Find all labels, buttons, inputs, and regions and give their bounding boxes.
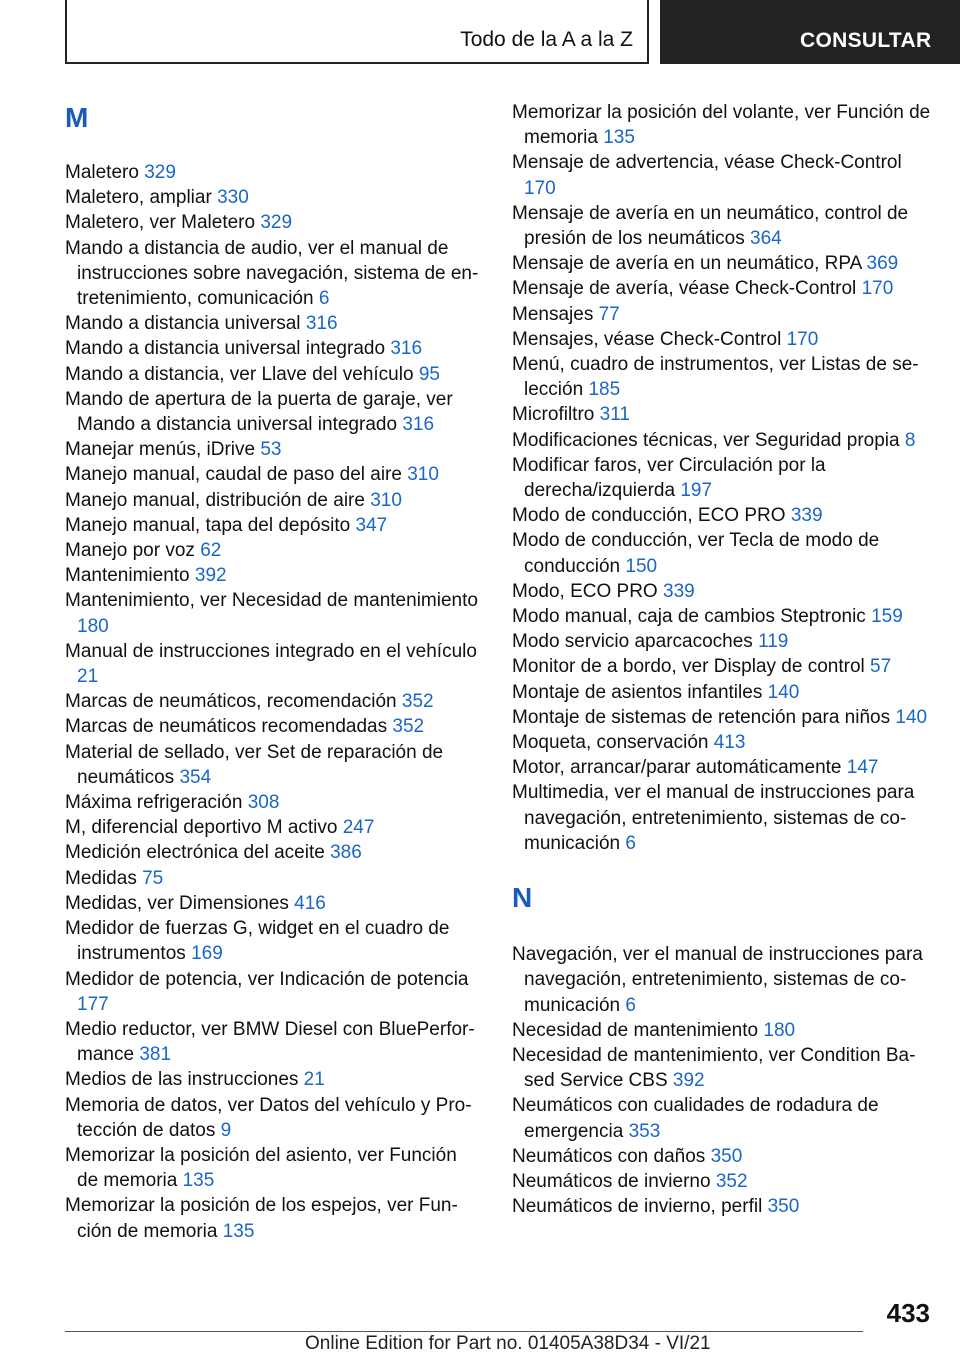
index-entry [65, 891, 480, 916]
index-entry [65, 236, 480, 312]
index-entry [65, 740, 480, 790]
index-entry [512, 755, 932, 780]
index-entry [65, 639, 480, 689]
index-page-link[interactable]: 170 [786, 328, 819, 350]
index-page-link[interactable]: 413 [713, 732, 746, 754]
index-page-link[interactable]: 75 [142, 867, 164, 889]
index-page-link[interactable]: 170 [861, 278, 894, 300]
index-page-link[interactable]: 169 [191, 943, 223, 965]
index-page-link[interactable]: 310 [370, 489, 402, 511]
index-entry [512, 302, 932, 327]
index-page-link[interactable]: 353 [628, 1120, 661, 1142]
index-page-link[interactable]: 8 [904, 429, 916, 451]
index-entry-text: Mando a distancia de audio, ver el manual de instrucciones sobre navegación, sistema de entretenimiento, comunicación [65, 237, 479, 310]
index-entry [512, 402, 932, 427]
index-page-link[interactable]: 392 [194, 565, 227, 587]
index-entry [65, 840, 480, 865]
index-page-link[interactable]: 392 [672, 1070, 705, 1092]
index-page-link[interactable]: 416 [294, 892, 326, 914]
index-entry-text: Neumáticos de invierno [512, 1170, 711, 1192]
index-entry [512, 604, 932, 629]
index-entry [65, 1193, 480, 1243]
index-entry-text: Modo, ECO PRO [512, 580, 658, 602]
index-entry-text: Mensaje de avería, véase Check-Control [512, 278, 857, 300]
index-entry-text: Manual de instrucciones integrado en el vehículo [65, 640, 477, 662]
index-page-link[interactable]: 185 [588, 379, 621, 401]
index-page-link[interactable]: 352 [392, 716, 425, 738]
index-page-link[interactable]: 311 [599, 404, 630, 426]
index-entry-text: Mando a distancia, ver Llave del vehículo [65, 363, 414, 385]
index-entry-text: Modo de conducción, ECO PRO [512, 505, 786, 527]
index-page-link[interactable]: 140 [767, 681, 800, 703]
index-page-link[interactable]: 381 [139, 1044, 172, 1066]
index-entry-text: Memorizar la posición del volante, ver Función de memoria [512, 102, 931, 149]
index-entry [65, 714, 480, 739]
index-entry-text: Neumáticos con daños [512, 1145, 706, 1167]
index-page-link[interactable]: 308 [247, 792, 280, 814]
index-entry-text: Maletero, ver Maletero [65, 212, 256, 234]
index-page-link[interactable]: 316 [402, 414, 435, 436]
index-entry-text: Manejo manual, caudal de paso del aire [65, 464, 402, 486]
index-entry-text: Medidas [65, 867, 137, 889]
tab-consultar-label: CONSULTAR [800, 29, 932, 52]
index-entry-text: Modo de conducción, ver Tecla de modo de conducción [512, 530, 880, 577]
index-page-link[interactable]: 9 [220, 1119, 232, 1141]
index-entry-text: Necesidad de mantenimiento [512, 1019, 759, 1041]
index-entry [65, 563, 480, 588]
index-entry-text: Motor, arrancar/parar automáticamente [512, 757, 842, 779]
index-page-link[interactable]: 180 [763, 1019, 796, 1041]
index-entry-text: Manejar menús, iDrive [65, 439, 256, 461]
index-entry [512, 780, 932, 856]
index-entry-text: Mando a distancia universal [65, 313, 301, 335]
index-entry-text: Medidor de potencia, ver Indicación de potencia [65, 968, 469, 990]
index-page-link[interactable]: 180 [77, 615, 109, 637]
index-entry-text: Navegación, ver el manual de instrucciones para navegación, entretenimiento, sistemas de comunicación [512, 944, 923, 1016]
index-entry-text: Medio reductor, ver BMW Diesel con BluePerformance [65, 1018, 475, 1066]
index-page-link[interactable]: 150 [625, 555, 658, 577]
index-entry [65, 160, 480, 185]
index-page-link[interactable]: 77 [598, 303, 620, 325]
index-entry-text: Modo manual, caja de cambios Steptronic [512, 606, 866, 628]
index-entry [65, 689, 480, 714]
index-entry-list-n [512, 942, 932, 1219]
footer-divider [65, 1331, 863, 1332]
index-entry-text: Manejo manual, tapa del depósito [65, 514, 351, 536]
index-entry-text: Medición electrónica del aceite [65, 842, 325, 864]
index-entry [65, 488, 480, 513]
index-entry-text: Neumáticos de invierno, perfil [512, 1196, 763, 1218]
index-entry-text: Marcas de neumáticos recomendadas [65, 716, 388, 738]
index-entry [65, 538, 480, 563]
index-entry [512, 654, 932, 679]
index-column-right [512, 100, 932, 1219]
tab-consultar[interactable] [660, 0, 960, 64]
index-entry [65, 210, 480, 235]
index-page-link[interactable]: 339 [663, 580, 695, 602]
index-entry-text: Memorizar la posición de los espejos, ver Función de memoria [65, 1195, 458, 1242]
index-entry [512, 579, 932, 604]
index-entry [65, 185, 480, 210]
footer-edition-text: Online Edition for Part no. 01405A38D34 - VI/21 [305, 1333, 711, 1354]
index-entry [512, 428, 932, 453]
index-entry-text: Menú, cuadro de instrumentos, ver Listas de selección [512, 354, 919, 401]
index-entry [512, 1194, 932, 1219]
index-entry-text: Máxima refrigeración [65, 792, 243, 814]
index-entry-text: Multimedia, ver el manual de instrucciones para navegación, entretenimiento, sistemas de comunicación [512, 782, 915, 854]
index-entry [65, 362, 480, 387]
index-entry-text: Montaje de asientos infantiles [512, 681, 763, 703]
index-entry [65, 387, 480, 437]
index-page-link[interactable]: 339 [790, 505, 823, 527]
index-entry [65, 815, 480, 840]
index-column-left [65, 100, 480, 1244]
index-page-link[interactable]: 95 [418, 363, 440, 385]
index-page-link[interactable]: 53 [260, 439, 282, 461]
index-entry-text: Mensaje de avería en un neumático, control de presión de los neumáticos [512, 202, 909, 250]
index-entry [65, 588, 480, 638]
index-entry [65, 336, 480, 361]
index-page-link[interactable]: 177 [77, 993, 109, 1015]
index-page-link[interactable]: 147 [846, 757, 879, 779]
index-entry [512, 1018, 932, 1043]
index-page-link[interactable]: 386 [330, 842, 362, 864]
index-entry [512, 276, 932, 301]
index-entry [512, 1169, 932, 1194]
index-entry-text: Memorizar la posición del asiento, ver Función de memoria [65, 1144, 457, 1192]
index-entry-text: Mensajes [512, 303, 594, 325]
index-page-link[interactable]: 352 [401, 691, 434, 713]
index-entry [65, 437, 480, 462]
index-entry [512, 1144, 932, 1169]
index-entry-text: Material de sellado, ver Set de reparación de neumáticos [65, 741, 444, 788]
index-page-link[interactable]: 21 [77, 666, 99, 688]
index-entry-text: Medidor de fuerzas G, widget en el cuadro de instrumentos [65, 918, 450, 965]
index-page-link[interactable]: 310 [407, 464, 439, 486]
index-entry [512, 705, 932, 730]
index-page-link[interactable]: 329 [144, 162, 176, 183]
index-entry [512, 201, 932, 251]
index-entry [512, 730, 932, 755]
index-entry [512, 680, 932, 705]
index-page-link[interactable]: 197 [680, 480, 713, 502]
index-entry-text: Modo servicio aparcacoches [512, 631, 753, 653]
index-entry-text: Modificar faros, ver Circulación por la derecha/izquierda [512, 454, 826, 502]
index-page-link[interactable]: 57 [870, 656, 892, 678]
index-entry [512, 629, 932, 654]
index-entry [512, 1043, 932, 1093]
index-entry [65, 1093, 480, 1143]
index-page-link[interactable]: 247 [342, 817, 375, 839]
index-entry [512, 100, 932, 150]
header-section-title: Todo de la A a la Z [460, 28, 633, 51]
index-entry-text: Manejo manual, distribución de aire [65, 489, 365, 511]
index-entry-text: Mensaje de avería en un neumático, RPA [512, 253, 862, 275]
index-entry-text: Necesidad de mantenimiento, ver Condition Based Service CBS [512, 1044, 916, 1092]
index-entry [512, 352, 932, 402]
index-entry [65, 916, 480, 966]
index-entry-text: Mando a distancia universal integrado [65, 338, 386, 360]
index-entry-text: Manejo por voz [65, 540, 195, 562]
index-entry [65, 513, 480, 538]
index-entry-text: Mensaje de advertencia, véase Check-Control [512, 152, 902, 174]
index-entry [512, 942, 932, 1018]
index-page-link[interactable]: 369 [866, 253, 899, 275]
index-entry-list-m-continued [512, 100, 932, 856]
index-letter-m: M [65, 102, 89, 133]
index-page-link[interactable]: 6 [318, 288, 330, 310]
index-entry-text: Modificaciones técnicas, ver Seguridad propia [512, 429, 900, 451]
index-page-link[interactable]: 62 [200, 540, 222, 562]
index-entry [512, 327, 932, 352]
index-entry-text: Maletero [65, 162, 139, 183]
index-entry [65, 1017, 480, 1067]
index-page-link[interactable]: 350 [710, 1145, 743, 1167]
index-entry-text: M, diferencial deportivo M activo [65, 817, 338, 839]
index-page-link[interactable]: 140 [895, 706, 928, 728]
index-page-link[interactable]: 135 [603, 127, 635, 149]
header-section-box [65, 0, 649, 64]
index-entry-text: Montaje de sistemas de retención para niños [512, 706, 891, 728]
index-entry [65, 967, 480, 1017]
index-page-link[interactable]: 135 [182, 1170, 215, 1192]
index-entry-text: Mensajes, véase Check-Control [512, 328, 782, 350]
index-entry [65, 790, 480, 815]
index-entry-text: Microfiltro [512, 404, 595, 426]
index-entry [512, 528, 932, 578]
index-entry-text: Marcas de neumáticos, recomendación [65, 691, 397, 713]
index-entry-text: Mantenimiento, ver Necesidad de mantenimiento [65, 590, 478, 612]
index-page-link[interactable]: 364 [750, 228, 782, 250]
index-page-link[interactable]: 350 [767, 1196, 800, 1218]
index-entry-text: Maletero, ampliar [65, 187, 212, 209]
index-page-link[interactable]: 352 [715, 1170, 748, 1192]
index-page-link[interactable]: 6 [625, 832, 636, 854]
index-entry-text: Neumáticos con cualidades de rodadura de emergencia [512, 1095, 879, 1142]
index-page-link[interactable]: 135 [222, 1220, 255, 1242]
index-page-link[interactable]: 330 [217, 187, 249, 209]
index-page-link[interactable]: 316 [305, 313, 338, 335]
index-entry [512, 1093, 932, 1143]
index-page-link[interactable]: 316 [390, 338, 423, 360]
index-page-link[interactable]: 347 [355, 514, 388, 536]
index-entry [65, 462, 480, 487]
index-entry [65, 866, 480, 891]
index-entry-text: Medidas, ver Dimensiones [65, 892, 289, 914]
index-entry-text: Medios de las instrucciones [65, 1069, 299, 1091]
index-entry [512, 453, 932, 503]
index-entry-list-m [65, 160, 480, 1244]
page-number: 433 [886, 1298, 930, 1328]
index-page-link[interactable]: 159 [871, 606, 903, 628]
index-entry-text: Mantenimiento [65, 565, 190, 587]
index-entry-text: Monitor de a bordo, ver Display de control [512, 656, 865, 678]
index-entry-text: Mando de apertura de la puerta de garaje, ver Mando a distancia universal integrado [65, 388, 453, 436]
index-entry [512, 503, 932, 528]
index-page-link[interactable]: 354 [179, 766, 212, 788]
index-letter-n: N [512, 882, 533, 914]
index-page-link[interactable]: 329 [260, 212, 293, 234]
index-entry [65, 1067, 480, 1092]
index-entry [512, 150, 932, 200]
index-page-link[interactable]: 170 [524, 177, 556, 199]
index-entry [65, 311, 480, 336]
index-page-link[interactable]: 119 [758, 631, 789, 653]
index-entry-text: Moqueta, conservación [512, 732, 709, 754]
index-entry-text: Memoria de datos, ver Datos del vehículo y Protección de datos [65, 1094, 472, 1141]
index-page-link[interactable]: 6 [625, 994, 636, 1016]
index-entry [512, 251, 932, 276]
index-entry [65, 1143, 480, 1193]
index-page-link[interactable]: 21 [303, 1069, 325, 1091]
